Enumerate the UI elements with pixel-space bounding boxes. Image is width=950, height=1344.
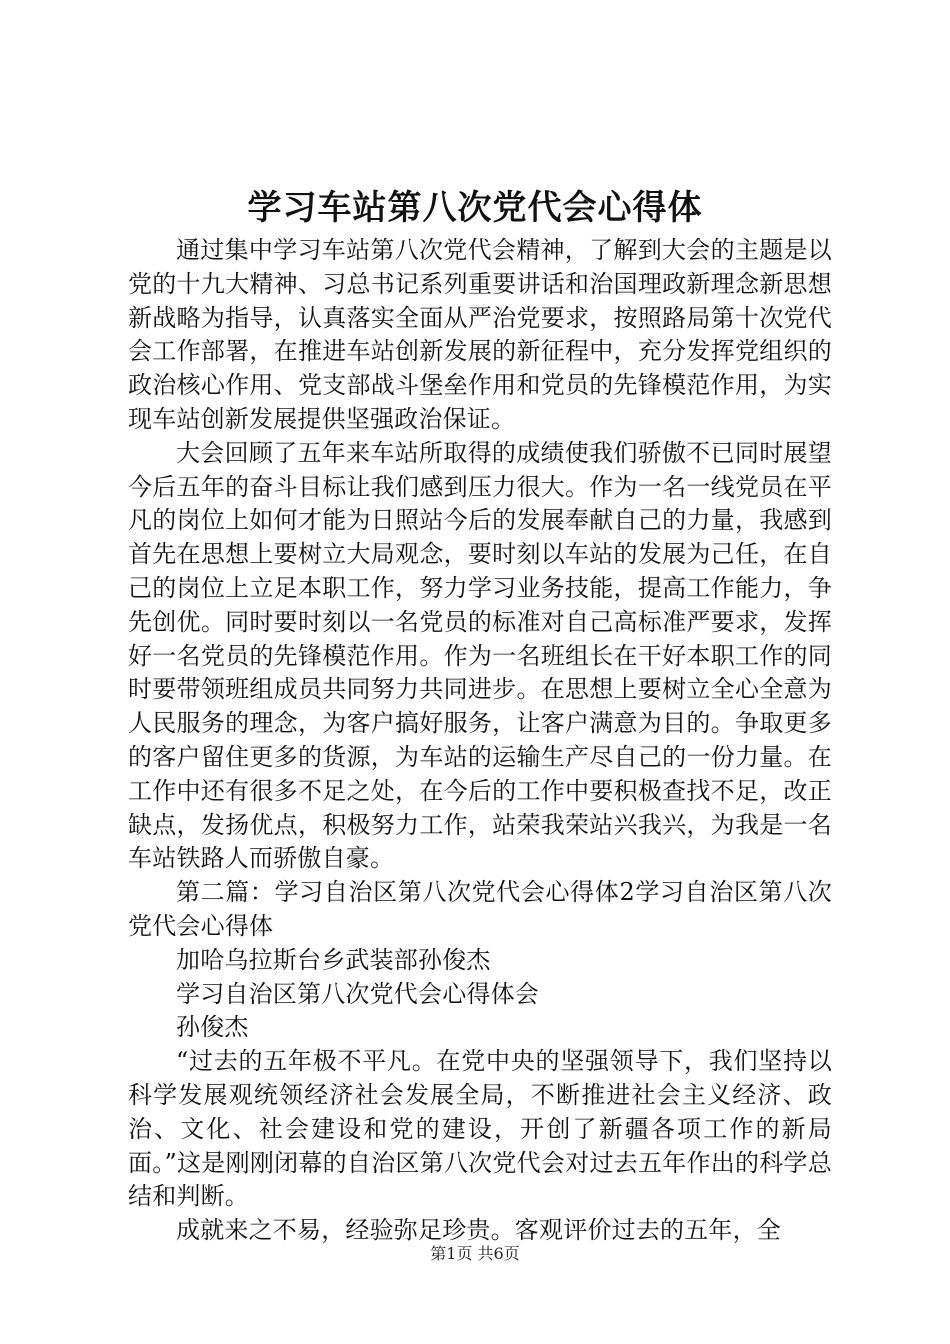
- author-name: 孙俊杰: [176, 1013, 249, 1042]
- document-body: [128, 234, 832, 1248]
- subtitle: 学习自治区第八次党代会心得体会: [176, 979, 539, 1008]
- page-footer: 第1页 共6页: [430, 1244, 520, 1263]
- paragraph: 大会回顾了五年来车站所取得的成绩使我们骄傲不已同时展望今后五年的奋斗目标让我们感到压力很大。作为一名一线党员在平凡的岗位上如何才能为日照站今后的发展奉献自己的力量，我感到首先在思想上要树立大局观念，要时刻以车站的发展为己任，在自己的岗位上立足本职工作，努力学习业务技能，提高工作能力，争先创优。同时要时刻以一名党员的标准对自己高标准严要求，发挥好一名党员的先锋模范作用。作为一名班组长在干好本职工作的同时要带领班组成员共同努力共同进步。在思想上要树立全心全意为人民服务的理念，为客户搞好服务，让客户满意为目的。争取更多的客户留住更多的货源，为车站的运输生产尽自己的一份力量。在工作中还有很多不足之处，在今后的工作中要积极查找不足，改正缺点，发扬优点，积极努力工作，站荣我荣站兴我兴，为我是一名车站铁路人而骄傲自豪。: [128, 438, 832, 873]
- section-heading: 第二篇：学习自治区第八次党代会心得体2学习自治区第八次党代会心得体: [128, 878, 832, 940]
- paragraph: 成就来之不易，经验弥足珍贵。客观评价过去的五年，全: [176, 1216, 781, 1245]
- document-title: 学习车站第八次党代会心得体: [247, 188, 703, 228]
- author-affiliation: 加哈乌拉斯台乡武装部孙俊杰: [176, 945, 491, 974]
- paragraph: “过去的五年极不平凡。在党中央的坚强领导下，我们坚持以科学发展观统领经济社会发展全局，不断推进社会主义经济、政治、文化、社会建设和党的建设，开创了新疆各项工作的新局面。”这是刚刚闭幕的自治区第八次党代会对过去五年作出的科学总结和判断。: [128, 1047, 832, 1211]
- paragraph: 通过集中学习车站第八次党代会精神，了解到大会的主题是以党的十九大精神、习总书记系列重要讲话和治国理政新理念新思想新战略为指导，认真落实全面从严治党要求，按照路局第十次党代会工作部署，在推进车站创新发展的新征程中，充分发挥党组织的政治核心作用、党支部战斗堡垒作用和党员的先锋模范作用，为实现车站创新发展提供坚强政治保证。: [128, 236, 832, 433]
